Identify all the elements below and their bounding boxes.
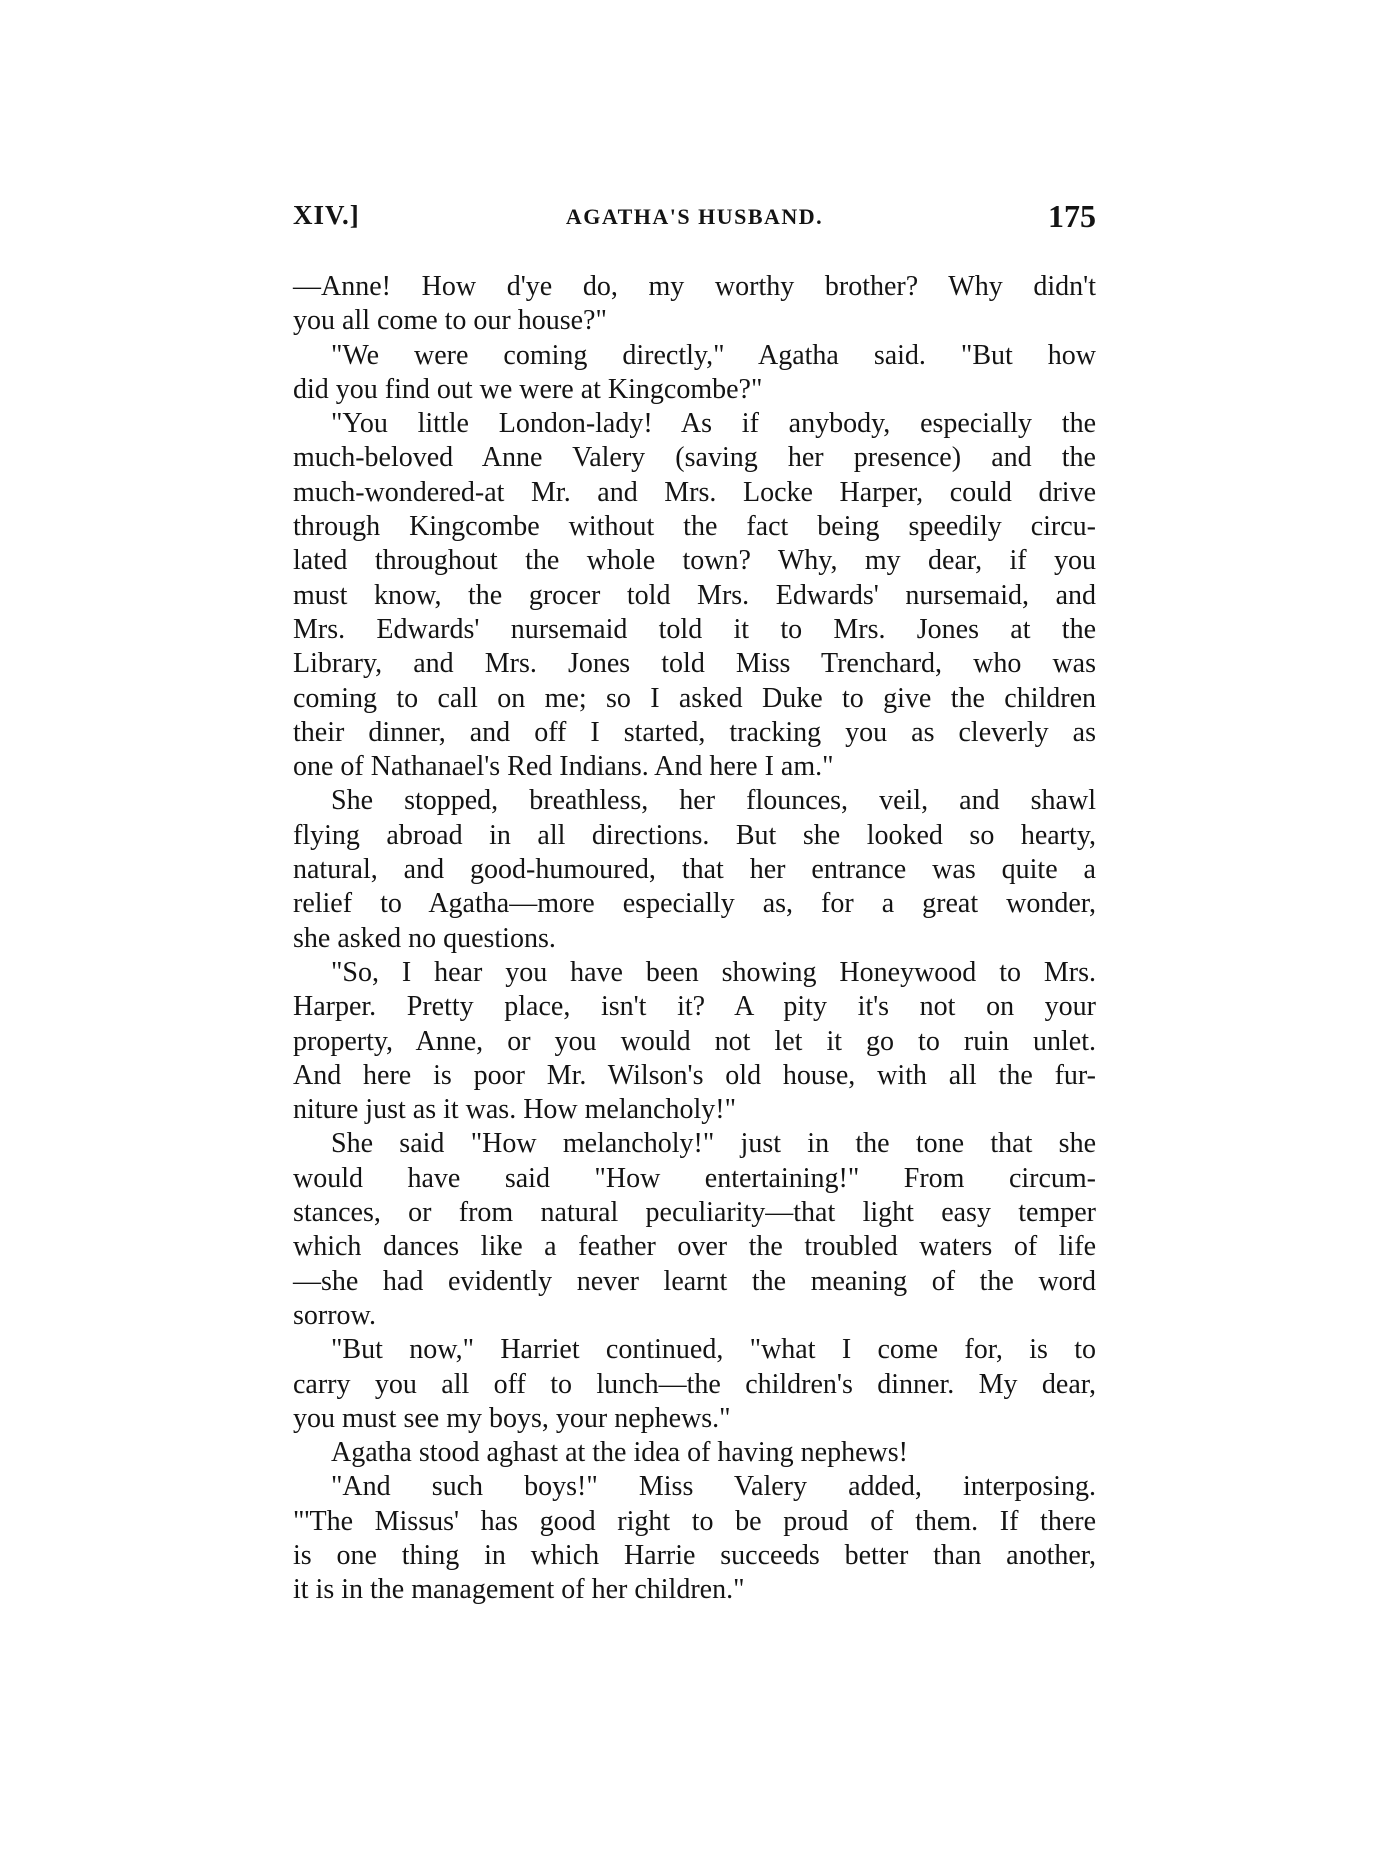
text-line: Harper. Pretty place, isn't it? A pity it's not on your xyxy=(293,991,1096,1023)
running-title: AGATHA'S HUSBAND. xyxy=(565,204,824,229)
text-line: —Anne! How d'ye do, my worthy brother? Why didn't xyxy=(293,271,1096,302)
text-line: it is in the management of her children." xyxy=(293,1574,745,1606)
text-line: Mrs. Edwards' nursemaid told it to Mrs. Jones at the xyxy=(293,613,1096,645)
text-line: property, Anne, or you would not let it go to ruin unlet. xyxy=(293,1025,1096,1057)
text-line: Library, and Mrs. Jones told Miss Trenchard, who was xyxy=(293,648,1096,680)
text-line: lated throughout the whole town? Why, my dear, if you xyxy=(293,545,1096,577)
text-line: carry you all off to lunch—the children's dinner. My dear, xyxy=(293,1368,1096,1400)
text-line: she asked no questions. xyxy=(293,922,556,954)
text-line: you all come to our house?" xyxy=(293,305,607,337)
text-line: through Kingcombe without the fact being speedily circu- xyxy=(293,511,1096,543)
text-line: She said "How melancholy!" just in the tone that she xyxy=(331,1128,1096,1160)
text-line: did you find out we were at Kingcombe?" xyxy=(293,373,763,405)
body-text xyxy=(293,270,1096,1608)
text-line: flying abroad in all directions. But she looked so hearty, xyxy=(293,819,1096,851)
text-line: must know, the grocer told Mrs. Edwards' nursemaid, and xyxy=(293,579,1096,611)
text-line: relief to Agatha—more especially as, for a great wonder, xyxy=(293,888,1096,920)
text-line: She stopped, breathless, her flounces, veil, and shawl xyxy=(331,785,1096,817)
text-line: "And such boys!" Miss Valery added, interposing. xyxy=(331,1471,1096,1503)
text-line: sorrow. xyxy=(293,1299,376,1331)
running-header xyxy=(293,198,1096,240)
text-line: "But now," Harriet continued, "what I come for, is to xyxy=(331,1334,1096,1366)
text-line: "You little London-lady! As if anybody, especially the xyxy=(331,408,1096,440)
chapter-marker: XIV.] xyxy=(293,200,360,230)
text-line: —she had evidently never learnt the meaning of the word xyxy=(293,1265,1096,1297)
text-line: which dances like a feather over the troubled waters of life xyxy=(293,1231,1096,1263)
text-line: natural, and good-humoured, that her entrance was quite a xyxy=(293,854,1096,886)
text-line: coming to call on me; so I asked Duke to give the children xyxy=(293,682,1096,714)
text-line: much-beloved Anne Valery (saving her presence) and the xyxy=(293,442,1096,474)
text-line: you must see my boys, your nephews." xyxy=(293,1402,731,1434)
text-line: Agatha stood aghast at the idea of having nephews! xyxy=(331,1437,908,1469)
text-line: would have said "How entertaining!" From circum- xyxy=(293,1162,1096,1194)
text-line: "We were coming directly," Agatha said. "But how xyxy=(331,339,1096,371)
text-line: much-wondered-at Mr. and Mrs. Locke Harper, could drive xyxy=(293,476,1096,508)
page-number: 175 xyxy=(1048,198,1096,234)
text-line: their dinner, and off I started, tracking you as cleverly as xyxy=(293,716,1096,748)
text-line: is one thing in which Harrie succeeds better than another, xyxy=(293,1539,1096,1571)
text-line: one of Nathanael's Red Indians. And here I am." xyxy=(293,751,834,783)
text-line: stances, or from natural peculiarity—that light easy temper xyxy=(293,1197,1096,1229)
text-line: "'The Missus' has good right to be proud of them. If there xyxy=(293,1505,1096,1537)
text-line: niture just as it was. How melancholy!" xyxy=(293,1094,737,1126)
text-line: And here is poor Mr. Wilson's old house, with all the fur- xyxy=(293,1059,1096,1091)
text-line: "So, I hear you have been showing Honeywood to Mrs. xyxy=(331,956,1096,988)
